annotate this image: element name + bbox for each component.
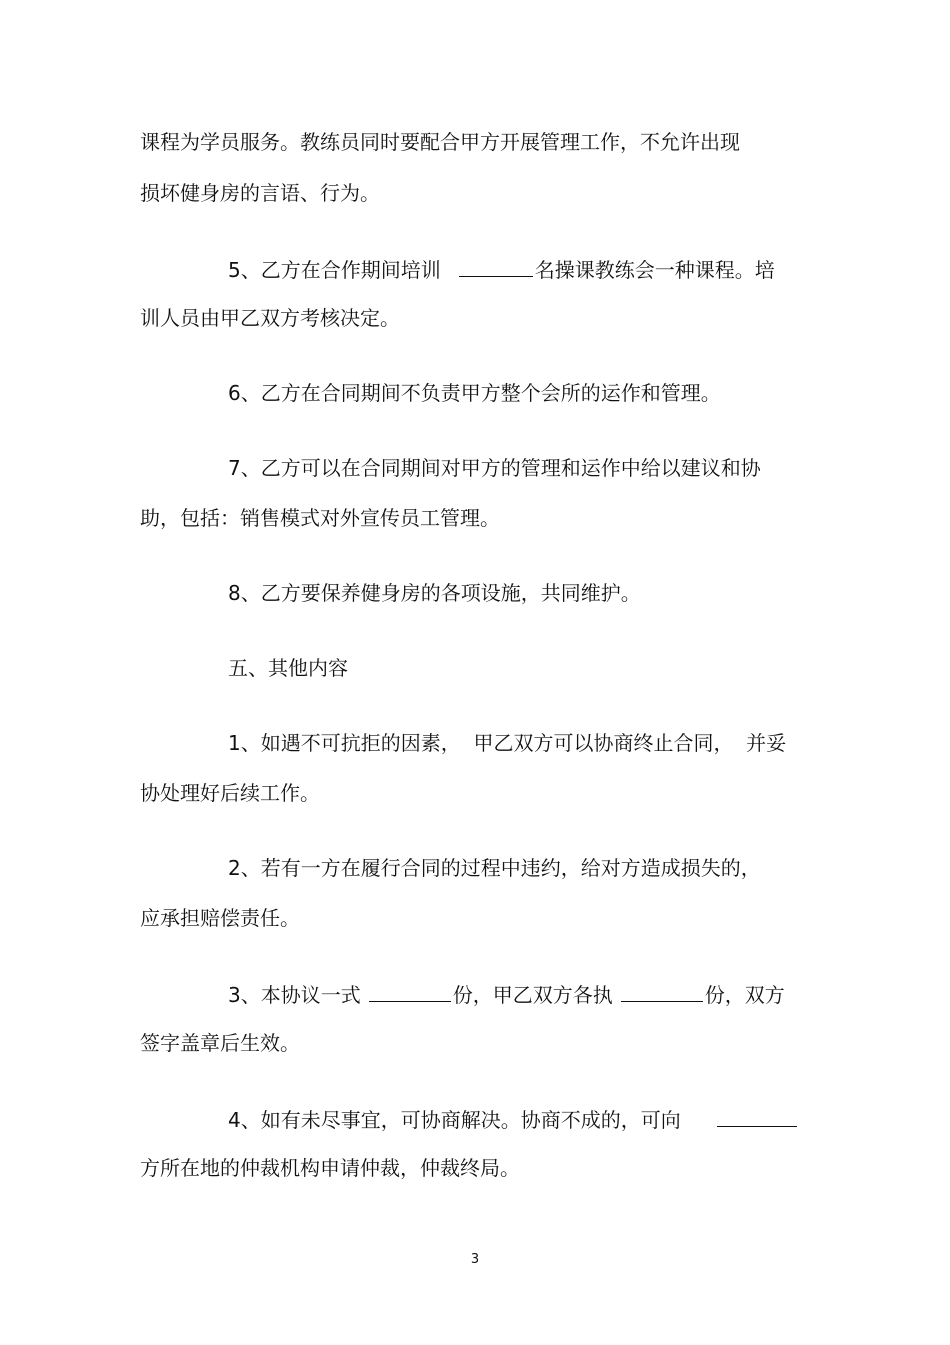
paragraph-line: 1、如遇不可抗拒的因素， 甲乙双方可以协商终止合同， 并妥 [228,731,787,755]
paragraph-line: 7、乙方可以在合同期间对甲方的管理和运作中给以建议和协 [228,456,761,480]
fill-in-blank[interactable] [621,979,703,1002]
clause-text: 4、如有未尽事宜，可协商解决。协商不成的，可向 [228,1108,681,1132]
paragraph-line: 签字盖章后生效。 [140,1031,300,1055]
paragraph-line: 协处理好后续工作。 [140,781,320,805]
paragraph-line: 课程为学员服务。教练员同时要配合甲方开展管理工作，不允许出现 [140,130,740,154]
clause-5-line-1 [228,254,908,284]
page-number: 3 [470,1252,480,1267]
fill-in-blank[interactable] [459,254,533,277]
paragraph-line: 应承担赔偿责任。 [140,906,300,930]
clause-4-line-1 [228,1104,908,1134]
clause-text: 5、乙方在合作期间培训 [228,258,441,282]
clause-text: 份，双方 [704,983,785,1007]
clause-3-line-1 [228,979,908,1009]
fill-in-blank[interactable] [369,979,451,1002]
paragraph-line: 2、若有一方在履行合同的过程中违约，给对方造成损失的， [228,856,761,880]
section-heading: 五、其他内容 [228,656,348,680]
paragraph-line: 助，包括：销售模式对外宣传员工管理。 [140,506,500,530]
fill-in-blank[interactable] [717,1104,797,1127]
paragraph-line: 6、乙方在合同期间不负责甲方整个会所的运作和管理。 [228,381,721,405]
clause-text: 名操课教练会一种课程。培 [534,258,775,282]
paragraph-line: 损坏健身房的言语、行为。 [140,181,380,205]
paragraph-line: 训人员由甲乙双方考核决定。 [140,306,400,330]
clause-text: 份，甲乙双方各执 [452,983,613,1007]
clause-text: 3、本协议一式 [228,983,361,1007]
paragraph-line: 8、乙方要保养健身房的各项设施，共同维护。 [228,581,641,605]
paragraph-line: 方所在地的仲裁机构申请仲裁，仲裁终局。 [140,1156,520,1180]
